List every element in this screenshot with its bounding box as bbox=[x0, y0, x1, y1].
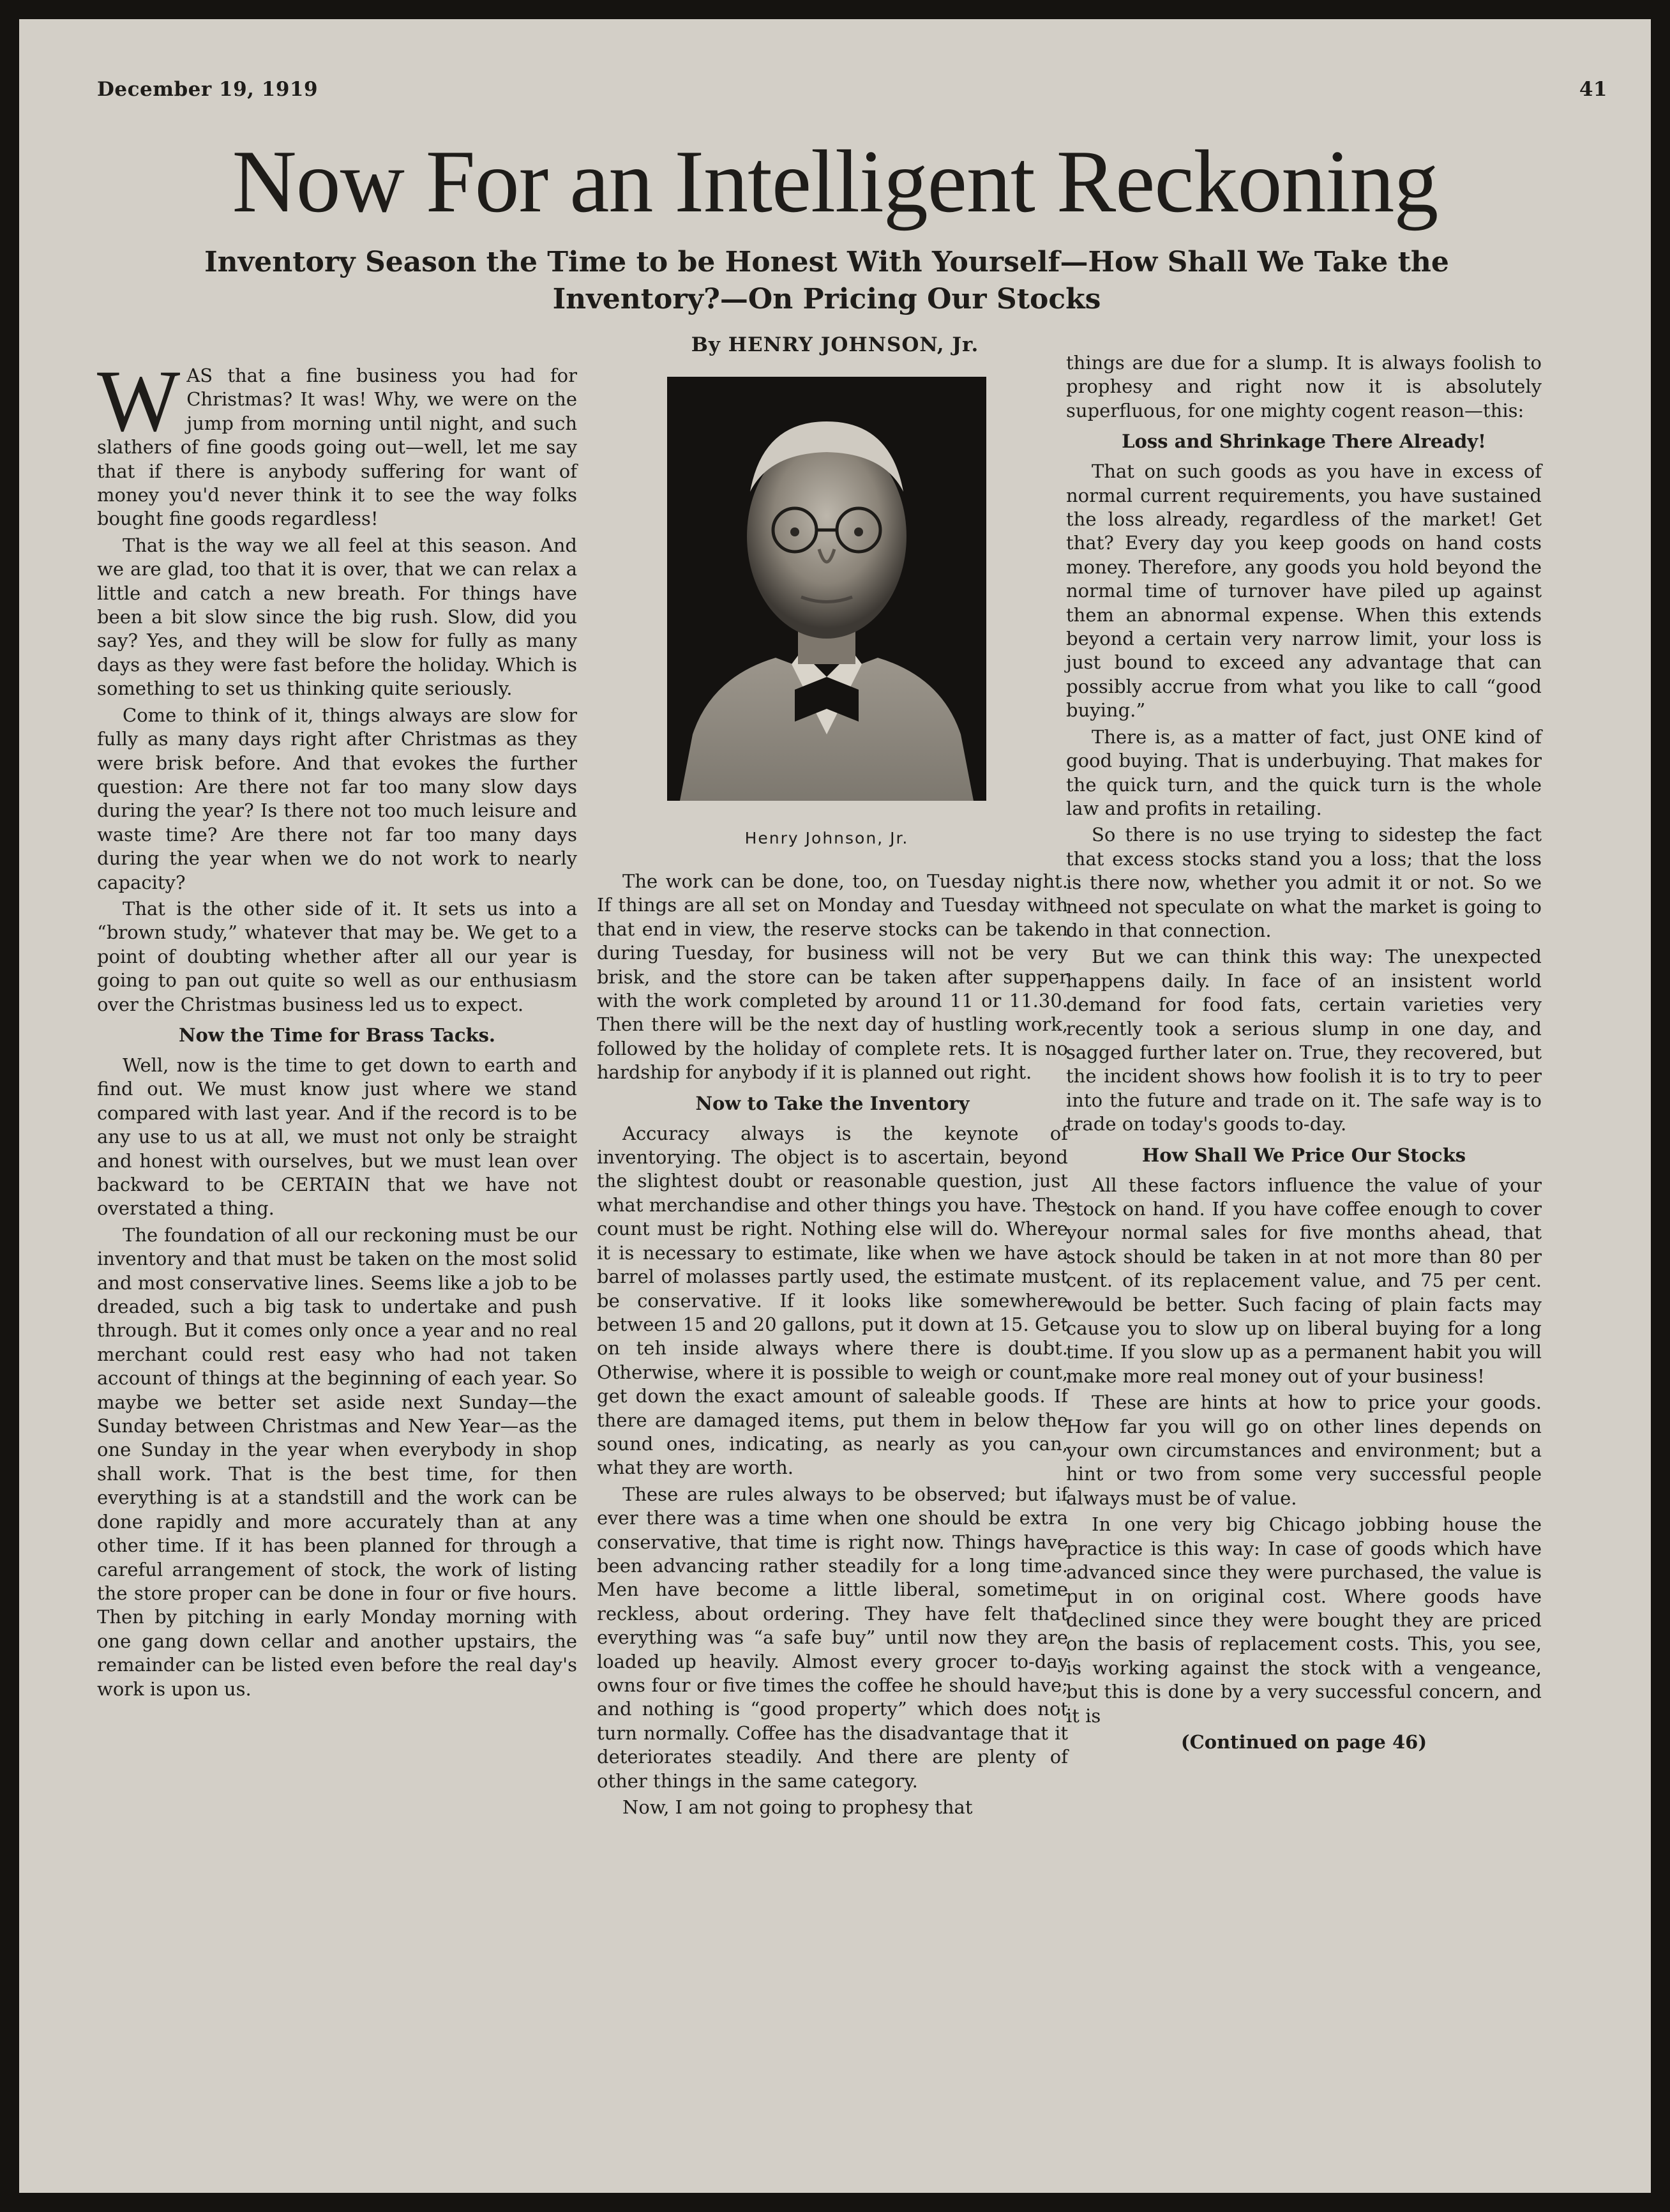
continued-note: (Continued on page 46) bbox=[1180, 1731, 1427, 1753]
paragraph: That is the way we all feel at this season. And we are glad, too that it is over, that we can relax a little and catch a new breath. For things have been a bit slow since the big rush. Slow, did you say? Yes, and they will be slow for fully as many days as they were fast before the holiday. Which is something to set us thinking quite seriously. bbox=[97, 534, 577, 700]
lead-paragraph-text: AS that a fine business you had for Christmas? It was! Why, we were on the jump from morning until night, and such slathers of fine goods going out—well, let me say that if there is anybody suffering for want of money you'd never think it to see the way folks bought fine goods regardless! bbox=[97, 365, 577, 530]
article-title: Now For an Intelligent Reckoning bbox=[232, 132, 1438, 231]
paragraph: So there is no use trying to sidestep the fact that excess stocks stand you a loss; that the loss is there now, whether you admit it or not. So we need not speculate on what the market is going to do in that connection. bbox=[1066, 824, 1542, 941]
column-3 bbox=[1066, 351, 1542, 1757]
paragraph bbox=[97, 352, 577, 531]
paragraph: The foundation of all our reckoning must be our inventory and that must be taken on the most solid and most conservative lines. Seems like a job to be dreaded, such a big task to undertake and push through. But it comes only once a year and no real merchant could rest easy who had not taken account of things at the beginning of each year. So maybe we better set aside next Sunday—the Sunday between Christmas and New Year—as the one Sunday in the year when everybody in shop shall work. That is the best time, for then everything is at a standstill and the work can be done rapidly and more accurately than at any other time. If it has been planned for through a careful arrangement of stock, the work of listing the store proper can be done in four or five hours. Then by pitching in early Monday morning with one gang down cellar and another upstairs, the remainder can be listed even before the real day's work is upon us. bbox=[97, 1223, 577, 1700]
paragraph: All these factors influence the value of your stock on hand. If you have coffee enough to cover your normal sales for five months ahead, that stock should be taken in at not more than 80 per cent. of its replacement value, and 75 per cent. would be better. Such facing of plain facts may cause you to slow up on liberal buying for a long time. If you slow up as a permanent habit you will make more real money out of your business! bbox=[1066, 1174, 1542, 1387]
magazine-page bbox=[19, 19, 1651, 2193]
article-subtitle: Inventory Season the Time to be Honest With Yourself—How Shall We Take the Inventory?—On Pricing Our Stocks bbox=[204, 246, 1449, 315]
paragraph: In one very big Chicago jobbing house the practice is this way: In case of goods which have advanced since they were purchased, the value is put in on original cost. Where goods have declined since they were bought they are priced on the basis of replacement costs. This, you see, is working against the stock with a vengeance, but this is done by a very successful concern, and it is bbox=[1066, 1513, 1542, 1727]
author-portrait bbox=[667, 377, 986, 801]
author-photo-illustration bbox=[667, 377, 986, 801]
paragraph: things are due for a slump. It is always foolish to prophesy and right now it is absolutely superfluous, for one mighty cogent reason—this: bbox=[1066, 352, 1542, 421]
paragraph: The work can be done, too, on Tuesday night. If things are all set on Monday and Tuesday with that end in view, the reserve stocks can be taken during Tuesday, for business will not be very brisk, and the store can be taken after supper with the work completed by around 11 or 11.30. Then there will be the next day of hustling work, followed by the holiday of complete rets. It is no hardship for anybody if it is planned out right. bbox=[597, 870, 1068, 1084]
paragraph: These are rules always to be observed; but if ever there was a time when one should be extra conservative, that time is right now. Things have been advancing rather steadily for a long time. Men have become a little liberal, sometime reckless, about ordering. They have felt that everything was “a safe buy” until now they are loaded up heavily. Almost every grocer to-day owns four or five times the coffee he should have; and nothing is “good property” which does not turn normally. Coffee has the disadvantage that it deteriorates steadily. And there are plenty of other things in the same category. bbox=[597, 1483, 1068, 1792]
paragraph: Now, I am not going to prophesy that bbox=[622, 1796, 973, 1819]
column-2 bbox=[597, 870, 1068, 1822]
page-number: 41 bbox=[1579, 78, 1607, 101]
section-heading: Now to Take the Inventory bbox=[695, 1092, 970, 1114]
paragraph: There is, as a matter of fact, just ONE kind of good buying. That is underbuying. That makes for the quick turn, and the quick turn is the whole law and profits in retailing. bbox=[1066, 725, 1542, 819]
paragraph: That on such goods as you have in excess of normal current requirements, you have sustained the loss already, regardless of the market! Get that? Every day you keep goods on hand costs money. Therefore, any goods you hold beyond the normal time of turnover have piled up against them an abnormal expense. When this extends beyond a certain very narrow limit, your loss is just bound to exceed any advantage that can possibly accrue from what you like to call “good buying.” bbox=[1066, 460, 1542, 722]
paragraph: Well, now is the time to get down to earth and find out. We must know just where we stand compared with last year. And if the record is to be any use to us at all, we must not only be straight and honest with ourselves, but we must lean over backward to be CERTAIN that we have not overstated a thing. bbox=[97, 1054, 577, 1220]
section-heading: Loss and Shrinkage There Already! bbox=[1122, 430, 1486, 453]
paragraph: Accuracy always is the keynote of inventorying. The object is to ascertain, beyond the slightest doubt or reasonable question, just what merchandise and other things you have. The count must be right. Nothing else will do. Where it is necessary to estimate, like when we have a barrel of molasses partly used, the estimate must be conservative. If it looks like somewhere between 15 and 20 gallons, put it down at 15. Get on teh inside always where there is doubt. Otherwise, where it is possible to weigh or count, get down the exact amount of saleable goods. If there are damaged items, put them in below the sound ones, indicating, as nearly as you can, what they are worth. bbox=[597, 1122, 1068, 1479]
issue-date: December 19, 1919 bbox=[97, 78, 319, 101]
section-heading: How Shall We Price Our Stocks bbox=[1141, 1144, 1466, 1166]
column-1 bbox=[97, 352, 577, 1704]
paragraph: Come to think of it, things always are slow for fully as many days right after Christmas as they were brisk before. And that evokes the further question: Are there not far too many slow days during the year? Is there not too much leisure and waste time? Are there not far too many days during the year when we do not work to nearly capacity? bbox=[97, 704, 577, 893]
paragraph: That is the other side of it. It sets us into a “brown study,” whatever that may be. We get to a point of doubting whether after all our year is going to pan out quite so well as our enthusiasm over the Christmas business led us to expect. bbox=[97, 897, 577, 1015]
section-heading: Now the Time for Brass Tacks. bbox=[178, 1024, 496, 1046]
drop-cap: W bbox=[97, 352, 181, 450]
paragraph: But we can think this way: The unexpected happens daily. In face of an insistent world demand for food fats, certain varieties very recently took a serious slump in one day, and sagged further later on. True, they recovered, but the incident shows how foolish it is to try to peer into the future and trade on it. The safe way is to trade on today's goods to-day. bbox=[1066, 946, 1542, 1135]
article-byline: By HENRY JOHNSON, Jr. bbox=[691, 333, 979, 356]
photo-caption: Henry Johnson, Jr. bbox=[744, 829, 909, 847]
paragraph: These are hints at how to price your goods. How far you will go on other lines depends on your own circumstances and environment; but a hint or two from some very successful people always must be of value. bbox=[1066, 1391, 1542, 1509]
